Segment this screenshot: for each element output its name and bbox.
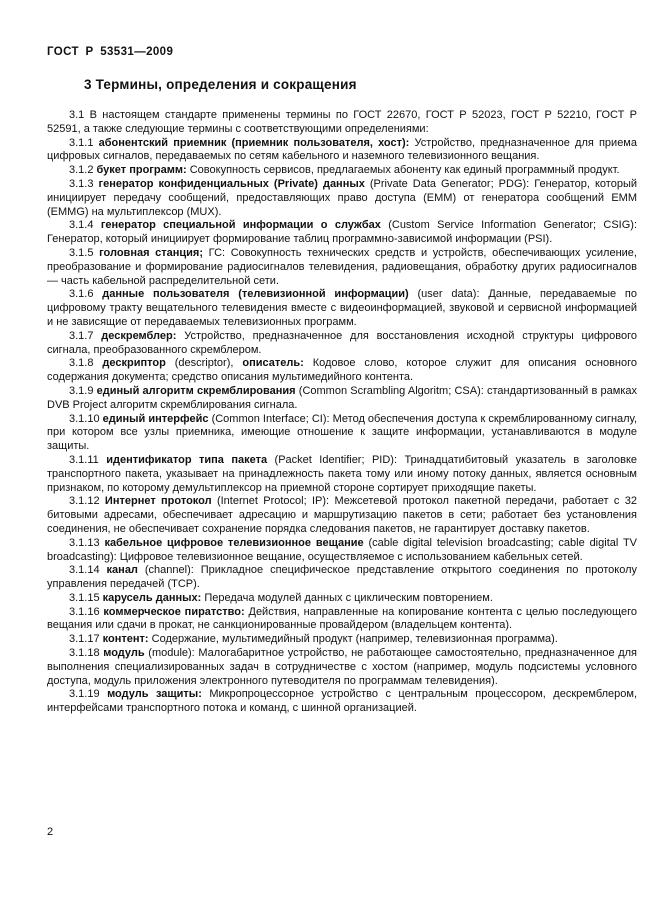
term-paragraph	[47, 647, 637, 688]
term-text: Интернет протокол	[104, 495, 212, 508]
term-text: описатель:	[242, 357, 304, 370]
term-paragraph	[47, 413, 637, 454]
definition-text: 3.1.1	[69, 136, 99, 149]
definition-text: 3.1.8	[69, 357, 103, 370]
definition-text: (descriptor),	[165, 357, 243, 370]
term-text: генератор специальной информации о службах	[100, 219, 381, 232]
definition-text: (user data): Данные, передаваемые по цифровому тракту вещательного телевидения вместе с видеоинформацией, звуковой и сервисной информацией и не зависящие от передаваемых телевизионных программ.	[47, 288, 637, 328]
term-paragraph	[47, 178, 637, 219]
definition-text: Совокупность сервисов, предлагаемых абоненту как единый программный продукт.	[186, 164, 620, 177]
term-text: головная станция;	[99, 246, 203, 259]
definition-text: 3.1.4	[69, 219, 101, 232]
definition-text: 3.1.9	[69, 384, 97, 397]
term-paragraph	[47, 606, 637, 634]
term-text: канал	[106, 564, 138, 577]
definition-text: 3.1.18	[69, 647, 104, 660]
definition-text: (module): Малогабаритное устройство, не работающее самостоятельно, предназначенное для выполнения специализированных задач в сотрудничестве с хостом (например, модуль подсистемы условного доступа, модуль приложения электронного путеводителя по программам телевидения).	[47, 647, 638, 687]
definition-text: 3.1.5	[69, 246, 100, 259]
definition-text: Микропроцессорное устройство с центральным процессором, дескремблером, интерфейсами транспортного потока и команд, с шинной организацией.	[47, 688, 638, 715]
definition-text: 3.1.12	[69, 495, 105, 508]
definition-text: Кодовое слово, которое служит для описания основного содержания документа; средство описания мультимедийного контента.	[47, 357, 637, 384]
term-paragraph	[47, 247, 637, 288]
definition-text: 3.1.15	[69, 591, 103, 604]
standard-code: ГОСТ Р 53531—2009	[47, 46, 174, 58]
term-text: идентификатор типа пакета	[106, 453, 268, 466]
term-paragraph	[47, 219, 637, 247]
term-paragraph	[47, 288, 637, 329]
term-paragraph	[47, 633, 637, 647]
section-heading: 3 Термины, определения и сокращения	[84, 77, 357, 92]
definition-text: 3.1.10	[69, 412, 103, 425]
definition-text: 3.1 В настоящем стандарте применены термины по ГОСТ 22670, ГОСТ Р 52023, ГОСТ Р 52210, ГОСТ Р 52591, а также следующие термины с соответствующими определениями:	[47, 109, 637, 135]
definition-text: (Packet Identifier; PID): Тринадцатибитовый указатель в заголовке транспортного пакета, указывает на принадлежность пакета тому или иному потоку данных, является основным признаком, по которому демультиплексор на приемной стороне сортирует приходящие пакеты.	[47, 453, 637, 494]
term-text: букет программ:	[96, 164, 187, 177]
term-paragraph	[47, 357, 637, 385]
definition-text: 3.1.2	[69, 164, 97, 177]
term-paragraph	[47, 592, 637, 606]
definition-text: (cable digital television broadcasting; cable digital TV broadcasting): Цифровое телевизионное вещание, осуществляемое с использованием кабельных сетей.	[47, 536, 638, 563]
terms-paragraphs	[47, 109, 637, 716]
term-paragraph	[47, 109, 637, 137]
term-paragraph	[47, 495, 637, 536]
term-paragraph	[47, 454, 637, 495]
definition-text: 3.1.16	[69, 605, 104, 618]
term-text: генератор конфиденциальных (Private) данных	[98, 177, 365, 190]
definition-text: Передача модулей данных с циклическим повторением.	[201, 591, 493, 604]
definition-text: (Private Data Generator; PDG): Генератор, который инициирует передачу сообщений, предоставляющих право доступа (EMM) от генератора сообщений EMM (EMMG) на мультиплексор (MUX).	[47, 177, 637, 218]
definition-text: (channel): Прикладное специфическое представление открытого соединения по протоколу управления передачей (TCP).	[47, 564, 637, 591]
term-text: единый интерфейс	[102, 412, 209, 425]
definition-text: ГС: Совокупность технических средств и устройств, обеспечивающих усиление, преобразование и формирование радиосигналов телевидения, радиовещания, обработку других радиосигналов — часть кабельной распределительной сети.	[47, 246, 637, 287]
definition-text: Действия, направленные на копирование контента с целью последующего вещания или сдачи в прокат, не санкционированные провайдером (владельцем контента).	[47, 605, 637, 632]
definition-text: 3.1.11	[69, 453, 107, 466]
definition-text: Устройство, предназначенное для приема цифровых сигналов, передаваемых по сетям кабельного и наземного телевизионного вещания.	[47, 136, 637, 163]
definition-text: (Internet Protocol; IP): Межсетевой протокол пакетной передачи, работает с 32 битовыми адресами, обеспечивает адресацию и маршрутизацию пакетов в сети; работает без установления соединения, не обеспечивает сохранение порядка следования пакетов, не гарантирует доставку пакетов.	[47, 495, 637, 535]
definition-text: (Common Interface; CI): Метод обеспечения доступа к скремблированному сигналу, при котором все узлы приемника, имеющие отношение к защите информации, устанавливаются в модуле защиты.	[47, 412, 638, 453]
definition-text: 3.1.7	[69, 329, 102, 342]
definition-text: (Common Scrambling Algoritm; CSA): стандартизованный в рамках DVB Project алгоритм скремблирования сигнала.	[47, 384, 637, 411]
definition-text: 3.1.3	[69, 177, 99, 190]
term-paragraph	[47, 564, 637, 592]
definition-text: 3.1.13	[69, 536, 105, 549]
term-text: единый алгоритм скремблирования	[96, 384, 296, 397]
definition-text: (Custom Service Information Generator; CSIG): Генератор, который инициирует формирование таблиц программно-зависимой информации (PSI).	[47, 219, 638, 246]
term-text: модуль защиты:	[107, 688, 202, 701]
term-text: коммерческое пиратство:	[103, 605, 245, 618]
definition-text: 3.1.17	[69, 633, 103, 646]
definition-text: 3.1.6	[69, 288, 103, 301]
term-paragraph	[47, 537, 637, 565]
term-paragraph	[47, 688, 637, 716]
definition-text: 3.1.19	[69, 688, 108, 701]
term-paragraph	[47, 385, 637, 413]
term-text: данные пользователя (телевизионной информации)	[102, 288, 409, 301]
definition-text: Содержание, мультимедийный продукт (например, телевизионная программа).	[148, 633, 558, 646]
term-paragraph	[47, 137, 637, 165]
definition-text: 3.1.14	[69, 564, 107, 577]
term-text: абонентский приемник (приемник пользователя, хост):	[98, 136, 410, 149]
term-text: карусель данных:	[102, 591, 202, 604]
term-text: модуль	[103, 647, 145, 660]
term-text: кабельное цифровое телевизионное вещание	[104, 536, 364, 549]
term-text: дескремблер:	[101, 329, 177, 342]
term-text: контент:	[102, 633, 149, 646]
definition-text: Устройство, предназначенное для восстановления исходной структуры цифрового сигнала, преобразованного скремблером.	[47, 329, 637, 356]
term-text: дескриптор	[102, 357, 166, 370]
term-paragraph	[47, 330, 637, 358]
page-number: 2	[47, 826, 54, 838]
term-paragraph	[47, 164, 637, 178]
